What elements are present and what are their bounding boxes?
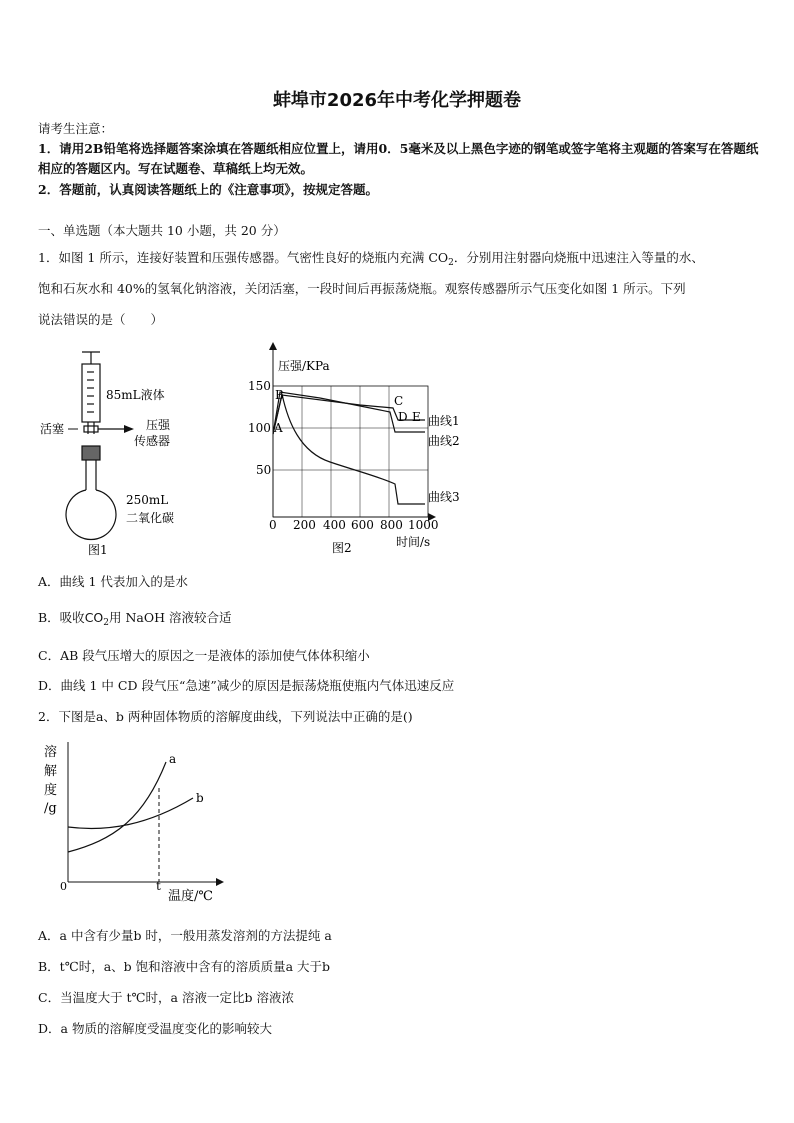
sol-origin: 0 — [60, 880, 67, 893]
fig2-x-tick-600: 600 — [351, 518, 374, 532]
figure-1-apparatus — [38, 342, 198, 562]
fig1-flask-label-2: 二氧化碳 — [126, 511, 175, 525]
fig2-y-tick-100: 100 — [248, 421, 271, 435]
question-1-line-2: 饱和石灰水和 40%的氢氧化钠溶液，关闭活塞，一段时间后再振荡烧瓶。观察传感器所示气压变化如图 1 所示。下列 — [38, 281, 686, 296]
fig1-caption: 图1 — [88, 543, 108, 557]
fig2-x-label: 时间/s — [396, 535, 431, 549]
fig2-point-D: D — [398, 410, 408, 424]
fig2-x-tick-400: 400 — [323, 518, 346, 532]
fig2-point-E: E — [412, 410, 421, 424]
fig2-point-C: C — [394, 394, 404, 408]
notice-item-2: 2．答题前，认真阅读答题纸上的《注意事项》，按规定答题。 — [38, 182, 378, 197]
fig1-liquid-label: 85mL液体 — [106, 388, 165, 402]
q1-option-B: B．吸收$CO_2$用 NaOH 溶液较合适 — [38, 610, 232, 628]
section-heading: 一、单选题（本大题共 10 小题，共 20 分） — [38, 223, 286, 238]
fig2-curve-3-label: 曲线3 — [428, 490, 460, 504]
question-2-stem: 2．下图是a、b 两种固体物质的溶解度曲线，下列说法中正确的是() — [38, 709, 413, 724]
fig1-sensor-label-2: 传感器 — [134, 434, 171, 448]
q1-option-C: C．AB 段气压增大的原因之一是液体的添加使气体体积缩小 — [38, 648, 370, 663]
q2-option-C: C．当温度大于 t℃时，a 溶液一定比b 溶液浓 — [38, 990, 294, 1005]
sol-t-label: t — [156, 879, 161, 893]
fig2-point-A: A — [274, 421, 283, 435]
fig2-y-label: 压强/KPa — [278, 359, 330, 373]
q1-option-D: D．曲线 1 中 CD 段气压“急速”减少的原因是振荡烧瓶使瓶内气体迅速反应 — [38, 678, 455, 693]
fig2-y-tick-150: 150 — [248, 379, 271, 393]
q2-option-A: A．a 中含有少量b 时，一般用蒸发溶剂的方法提纯 a — [38, 928, 332, 943]
sol-curve-b-label: b — [196, 791, 204, 805]
sol-y-label-3: 度 — [44, 783, 58, 798]
fig2-x-tick-800: 800 — [380, 518, 403, 532]
notice-item-1: 1．请用2B铅笔将选择题答案涂填在答题纸相应位置上，请用0．5毫米及以上黑色字迹的钢笔或签字笔将主观题的答案写在答题纸相应的答题区内。写在试题卷、草稿纸上均无效。 — [38, 141, 759, 176]
fig2-x-tick-200: 200 — [293, 518, 316, 532]
fig2-caption: 图2 — [332, 541, 352, 555]
fig2-curve-1-label: 曲线1 — [428, 414, 460, 428]
fig2-x-tick-0: 0 — [269, 518, 277, 532]
fig2-curve-2-label: 曲线2 — [428, 434, 460, 448]
q2-option-B: B．t℃时，a、b 饱和溶液中含有的溶质质量a 大于b — [38, 959, 331, 974]
fig1-flask-label-1: 250mL — [126, 493, 169, 507]
fig2-x-tick-1000: 1000 — [408, 518, 439, 532]
figure-solubility-curves — [38, 740, 228, 910]
fig2-y-tick-50: 50 — [256, 463, 272, 477]
question-1-line-1: 1．如图 1 所示，连接好装置和压强传感器。气密性良好的烧瓶内充满 $CO_2$．分别用注射器向烧瓶中迅速注入等量的水、 — [38, 250, 704, 268]
question-1-line-3: 说法错误的是（ ） — [38, 312, 164, 327]
fig2-point-B: B — [275, 388, 284, 402]
sol-y-label-1: 溶 — [44, 745, 58, 760]
curve-a — [68, 762, 166, 852]
notice-heading: 请考生注意： — [38, 121, 114, 136]
curve-b — [68, 798, 193, 828]
q2-option-D: D．a 物质的溶解度受温度变化的影响较大 — [38, 1021, 272, 1036]
sol-x-label: 温度/℃ — [168, 889, 213, 904]
sol-curve-a-label: a — [169, 752, 177, 766]
q1-option-A: A．曲线 1 代表加入的是水 — [38, 574, 188, 589]
fig1-sensor-label-1: 压强 — [146, 418, 171, 432]
figure-2-pressure-chart — [240, 342, 480, 557]
page-title: 蚌埠市2026年中考化学押题卷 — [272, 90, 522, 111]
sol-y-label-2: 解 — [44, 764, 58, 779]
sol-y-label-4: /g — [44, 801, 57, 816]
fig1-valve-label: 活塞 — [40, 422, 65, 436]
